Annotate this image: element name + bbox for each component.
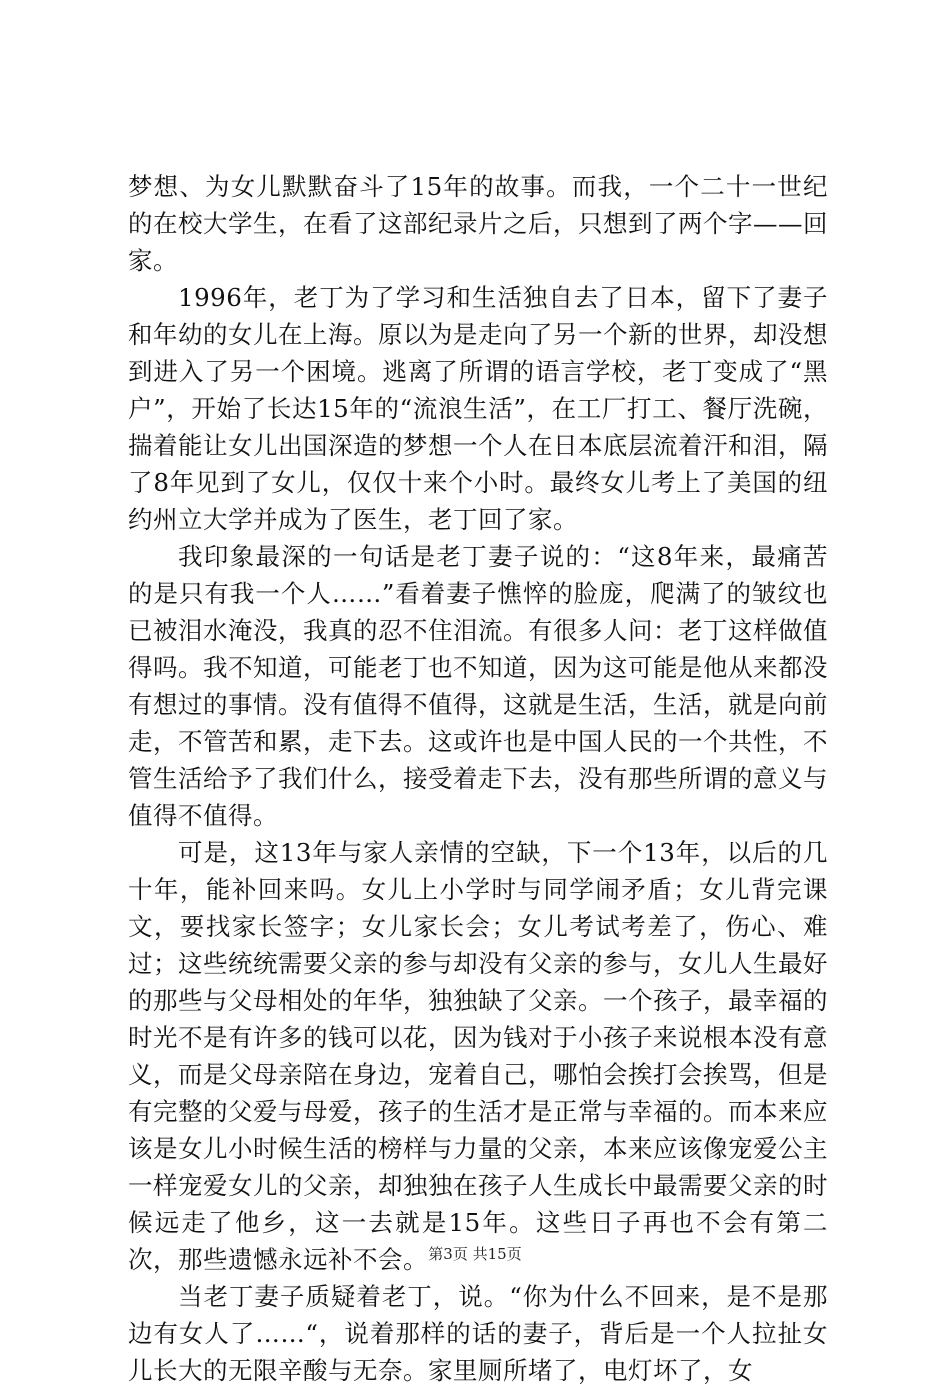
paragraph: 可是，这13年与家人亲情的空缺，下一个13年，以后的几十年，能补回来吗。女儿上小学时与同学闹矛盾；女儿背完课文，要找家长签字；女儿家长会；女儿考试考差了，伤心、难过；这些统统需要父亲的参与却没有父亲的参与，女儿人生最好的那些与父母相处的年华，独独缺了父亲。一个孩子，最幸福的时光不是有许多的钱可以花，因为钱对于小孩子来说根本没有意义，而是父母亲陪在身边，宠着自己，哪怕会挨打会挨骂，但是有完整的父爱与母爱，孩子的生活才是正常与幸福的。而本来应该是女儿小时候生活的榜样与力量的父亲，本来应该像宠爱公主一样宠爱女儿的父亲，却独独在孩子人生成长中最需要父亲的时候远走了他乡，这一去就是15年。这些日子再也不会有第二次，那些遗憾永远补不会。 [128, 838, 828, 1274]
paragraph-continued: 梦想、为女儿默默奋斗了15年的故事。而我，一个二十一世纪的在校大学生，在看了这部纪录片之后，只想到了两个字——回家。 [128, 172, 828, 275]
page-footer: 第3页 共15页 [428, 1245, 522, 1263]
paragraph: 当老丁妻子质疑着老丁，说。“你为什么不回来，是不是那边有女人了……“，说着那样的话的妻子，背后是一个人拉扯女儿长大的无限辛酸与无奈。家里厕所堵了，电灯坏了，女 [128, 1282, 828, 1385]
paragraph: 我印象最深的一句话是老丁妻子说的：“这8年来，最痛苦的是只有我一个人……”看着妻子憔悴的脸庞，爬满了的皱纹也已被泪水淹没，我真的忍不住泪流。有很多人问：老丁这样做值得吗。我不知道，可能老丁也不知道，因为这可能是他从来都没有想过的事情。没有值得不值得，这就是生活，生活，就是向前走，不管苦和累，走下去。这或许也是中国人民的一个共性，不管生活给予了我们什么，接受着走下去，没有那些所谓的意义与值得不值得。 [128, 542, 828, 830]
document-body [128, 168, 828, 1389]
paragraph: 1996年，老丁为了学习和生活独自去了日本，留下了妻子和年幼的女儿在上海。原以为是走向了另一个新的世界，却没想到进入了另一个困境。逃离了所谓的语言学校，老丁变成了“黑户”，开始了长达15年的“流浪生活”，在工厂打工、餐厅洗碗，揣着能让女儿出国深造的梦想一个人在日本底层流着汗和泪，隔了8年见到了女儿，仅仅十来个小时。最终女儿考上了美国的纽约州立大学并成为了医生，老丁回了家。 [128, 283, 828, 534]
